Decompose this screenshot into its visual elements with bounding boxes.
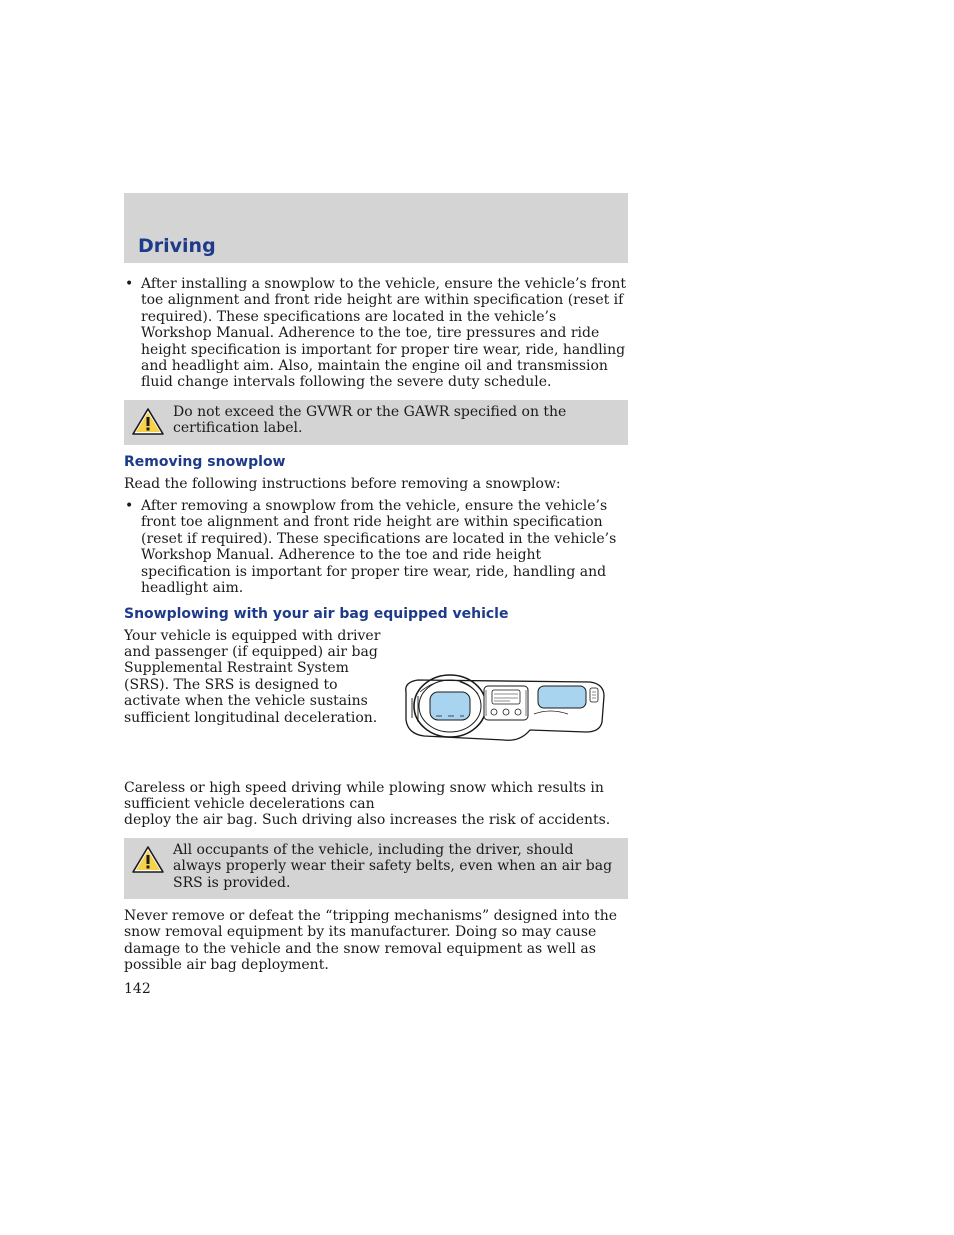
careless-line-2: deploy the air bag. Such driving also increases the risk of accidents. <box>124 812 611 829</box>
warning-box-safety-belts <box>124 838 628 899</box>
warning-text: All occupants of the vehicle, including the driver, should always properly wear their safety belts, even when an air bag SRS is provided. <box>173 841 613 891</box>
airbag-section <box>124 628 628 776</box>
warning-box-gvwr <box>124 400 628 445</box>
careless-paragraph <box>124 780 628 829</box>
intro-bullet-list <box>124 276 628 391</box>
removing-bullet-list <box>124 498 628 596</box>
section-title: Driving <box>138 235 216 257</box>
section-header-band <box>124 193 628 263</box>
heading-removing-snowplow: Removing snowplow <box>124 453 286 470</box>
page-content <box>124 276 628 974</box>
warning-triangle-icon <box>131 407 165 437</box>
heading-airbag: Snowplowing with your air bag equipped vehicle <box>124 605 509 622</box>
removing-intro: Read the following instructions before removing a snowplow: <box>124 475 561 492</box>
tripping-paragraph: Never remove or defeat the “tripping mechanisms” designed into the snow removal equipment by its manufacturer. Doing so may cause damage to the vehicle and the snow removal equipment as well as possible air bag deployment. <box>124 907 618 974</box>
careless-line-1: Careless or high speed driving while plowing snow which results in sufficient vehicle decelerations can <box>124 779 604 812</box>
list-item: • After removing a snowplow from the vehicle, ensure the vehicle’s front toe alignment and front ride height are within specification (reset if required). These specifications are located in the vehicle’s Workshop Manual. Adherence to the toe and ride height specification is important for proper tire wear, ride, handling and headlight aim. <box>124 498 628 596</box>
airbag-text: Your vehicle is equipped with driver and passenger (if equipped) air bag Supplemental Restraint System (SRS). The SRS is designed to activate when the vehicle sustains sufficient longitudinal deceleration. <box>124 627 381 726</box>
dashboard-airbag-illustration <box>400 670 608 744</box>
list-item: • After installing a snowplow to the vehicle, ensure the vehicle’s front toe alignment and front ride height are within specification (reset if required). These specifications are located in the vehicle’s Workshop Manual. Adherence to the toe, tire pressures and ride height specification is important for proper tire wear, ride, handling and headlight aim. Also, maintain the engine oil and transmission fluid change intervals following the severe duty schedule. <box>124 276 628 391</box>
warning-triangle-icon <box>131 845 165 875</box>
page-number: 142 <box>124 981 151 997</box>
warning-text: Do not exceed the GVWR or the GAWR specified on the certification label. <box>173 403 567 437</box>
